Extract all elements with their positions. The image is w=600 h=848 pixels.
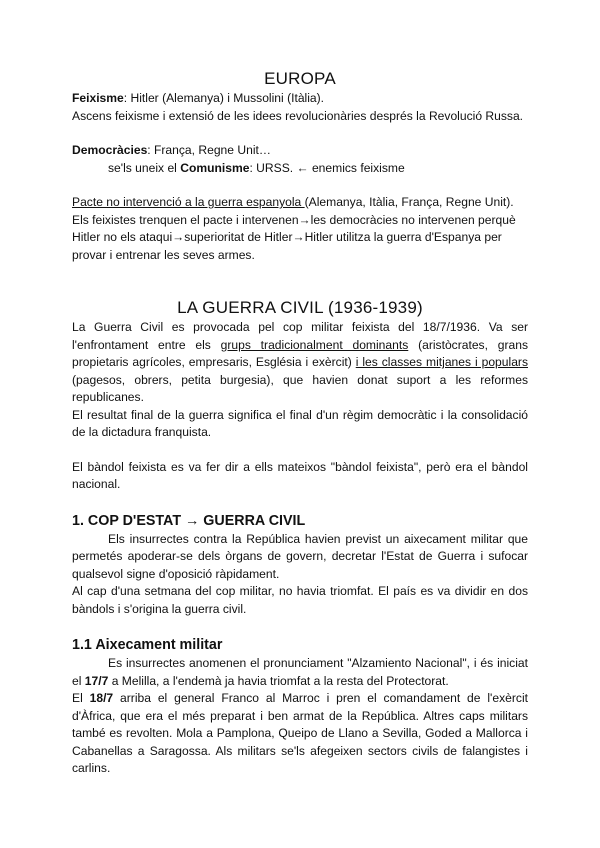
guerra-paragraph-2: El resultat final de la guerra significa el final d'un règim democràtic i la consolidació de la dictadura franquista.	[72, 407, 528, 439]
guerra-p1-b: (aristòcrates, grans propietaris agrícoles, empresaris, Església i exèrcit)	[72, 337, 528, 369]
section-1-1-heading: 1.1 Aixecament militar	[72, 637, 223, 653]
guerra-p1-underline-1: grups tradicionalment dominants	[220, 337, 409, 352]
guerra-p1-a: La Guerra Civil es provocada pel cop militar feixista del 18/7/1936. Va ser l'enfrontament entre els	[72, 320, 528, 352]
feixisme-label: Feixisme	[72, 91, 124, 105]
comunisme-label: Comunisme	[180, 160, 250, 175]
sec11-date-18-7: 18/7	[89, 691, 114, 705]
guerra-paragraph-1	[72, 319, 528, 407]
section-1-1-paragraph-1	[72, 655, 528, 690]
comunisme-line	[72, 160, 528, 178]
feixisme-line	[72, 90, 528, 108]
pacte-underlined: Pacte no intervenció a la guerra espanyola	[72, 195, 305, 209]
europa-heading: EUROPA	[264, 69, 336, 88]
section-1-heading: 1. COP D'ESTAT → GUERRA CIVIL	[72, 512, 306, 529]
sec11-p2-a: El	[72, 691, 90, 705]
democracies-line	[72, 142, 528, 160]
section-1-1-paragraph-2	[72, 690, 528, 778]
section-1-paragraph-2: Al cap d'una setmana del cop militar, no havia triomfat. El país es va dividir en dos bàndols i s'origina la guerra civil.	[72, 584, 528, 616]
democracies-text: : França, Regne Unit…	[147, 143, 271, 157]
democracies-label: Democràcies	[72, 143, 148, 157]
sec11-p1-a: Es insurrectes anomenen el pronunciament "Alzamiento Nacional", i és iniciat el	[72, 656, 528, 688]
section-1-paragraph-1: Els insurrectes contra la República havien previst un aixecament militar que permetés apoderar-se dels òrgans de govern, decretar l'Estat de Guerra i sufocar qualsevol signe d'oposició ràpidament.	[72, 531, 528, 581]
guerra-paragraph-3: El bàndol feixista es va fer dir a ells mateixos "bàndol feixista", però era el bàndol nacional.	[72, 459, 528, 491]
comunisme-text: : URSS. ← enemics feixisme	[249, 160, 405, 175]
guerra-civil-heading: LA GUERRA CIVIL (1936-1939)	[177, 298, 423, 317]
sec11-date-17-7: 17/7	[84, 673, 109, 688]
ascens-line: Ascens feixisme i extensió de les idees revolucionàries després la Revolució Russa.	[72, 108, 524, 123]
feixisme-text: : Hitler (Alemanya) i Mussolini (Itàlia).	[123, 91, 325, 105]
document-page	[72, 68, 528, 778]
guerra-p1-c: (pagesos, obrers, petita burgesia), que havien donat suport a les reformes republicanes.	[72, 372, 528, 404]
pacte-paragraph	[72, 194, 528, 264]
comunisme-pre: se'ls uneix el	[108, 160, 181, 175]
guerra-p1-underline-2: i les classes mitjanes i populars	[355, 355, 528, 369]
sec11-p1-b: a Melilla, a l'endemà ja havia triomfat a la resta del Protectorat.	[108, 673, 449, 688]
sec11-p2-b: arriba el general Franco al Marroc i pren el comandament de l'exèrcit d'Àfrica, que era el més preparat i ben armat de la República. Altres caps militars també es revolten. Mola a Pamplona, Queipo de Llano a Sevilla, Goded a Mallorca i Cabanellas a Saragossa. Als militars se'ls afegeixen sectors civils de falangistes i carlins.	[72, 691, 528, 775]
pacte-rest: (Alemanya, Itàlia, França, Regne Unit). Els feixistes trenquen el pacte i intervenen→les democràcies no intervenen perquè Hitler no els ataqui→superioritat de Hitler→Hitler utilitza la guerra d'Espanya per provar i entrenar les seves armes.	[72, 195, 516, 262]
